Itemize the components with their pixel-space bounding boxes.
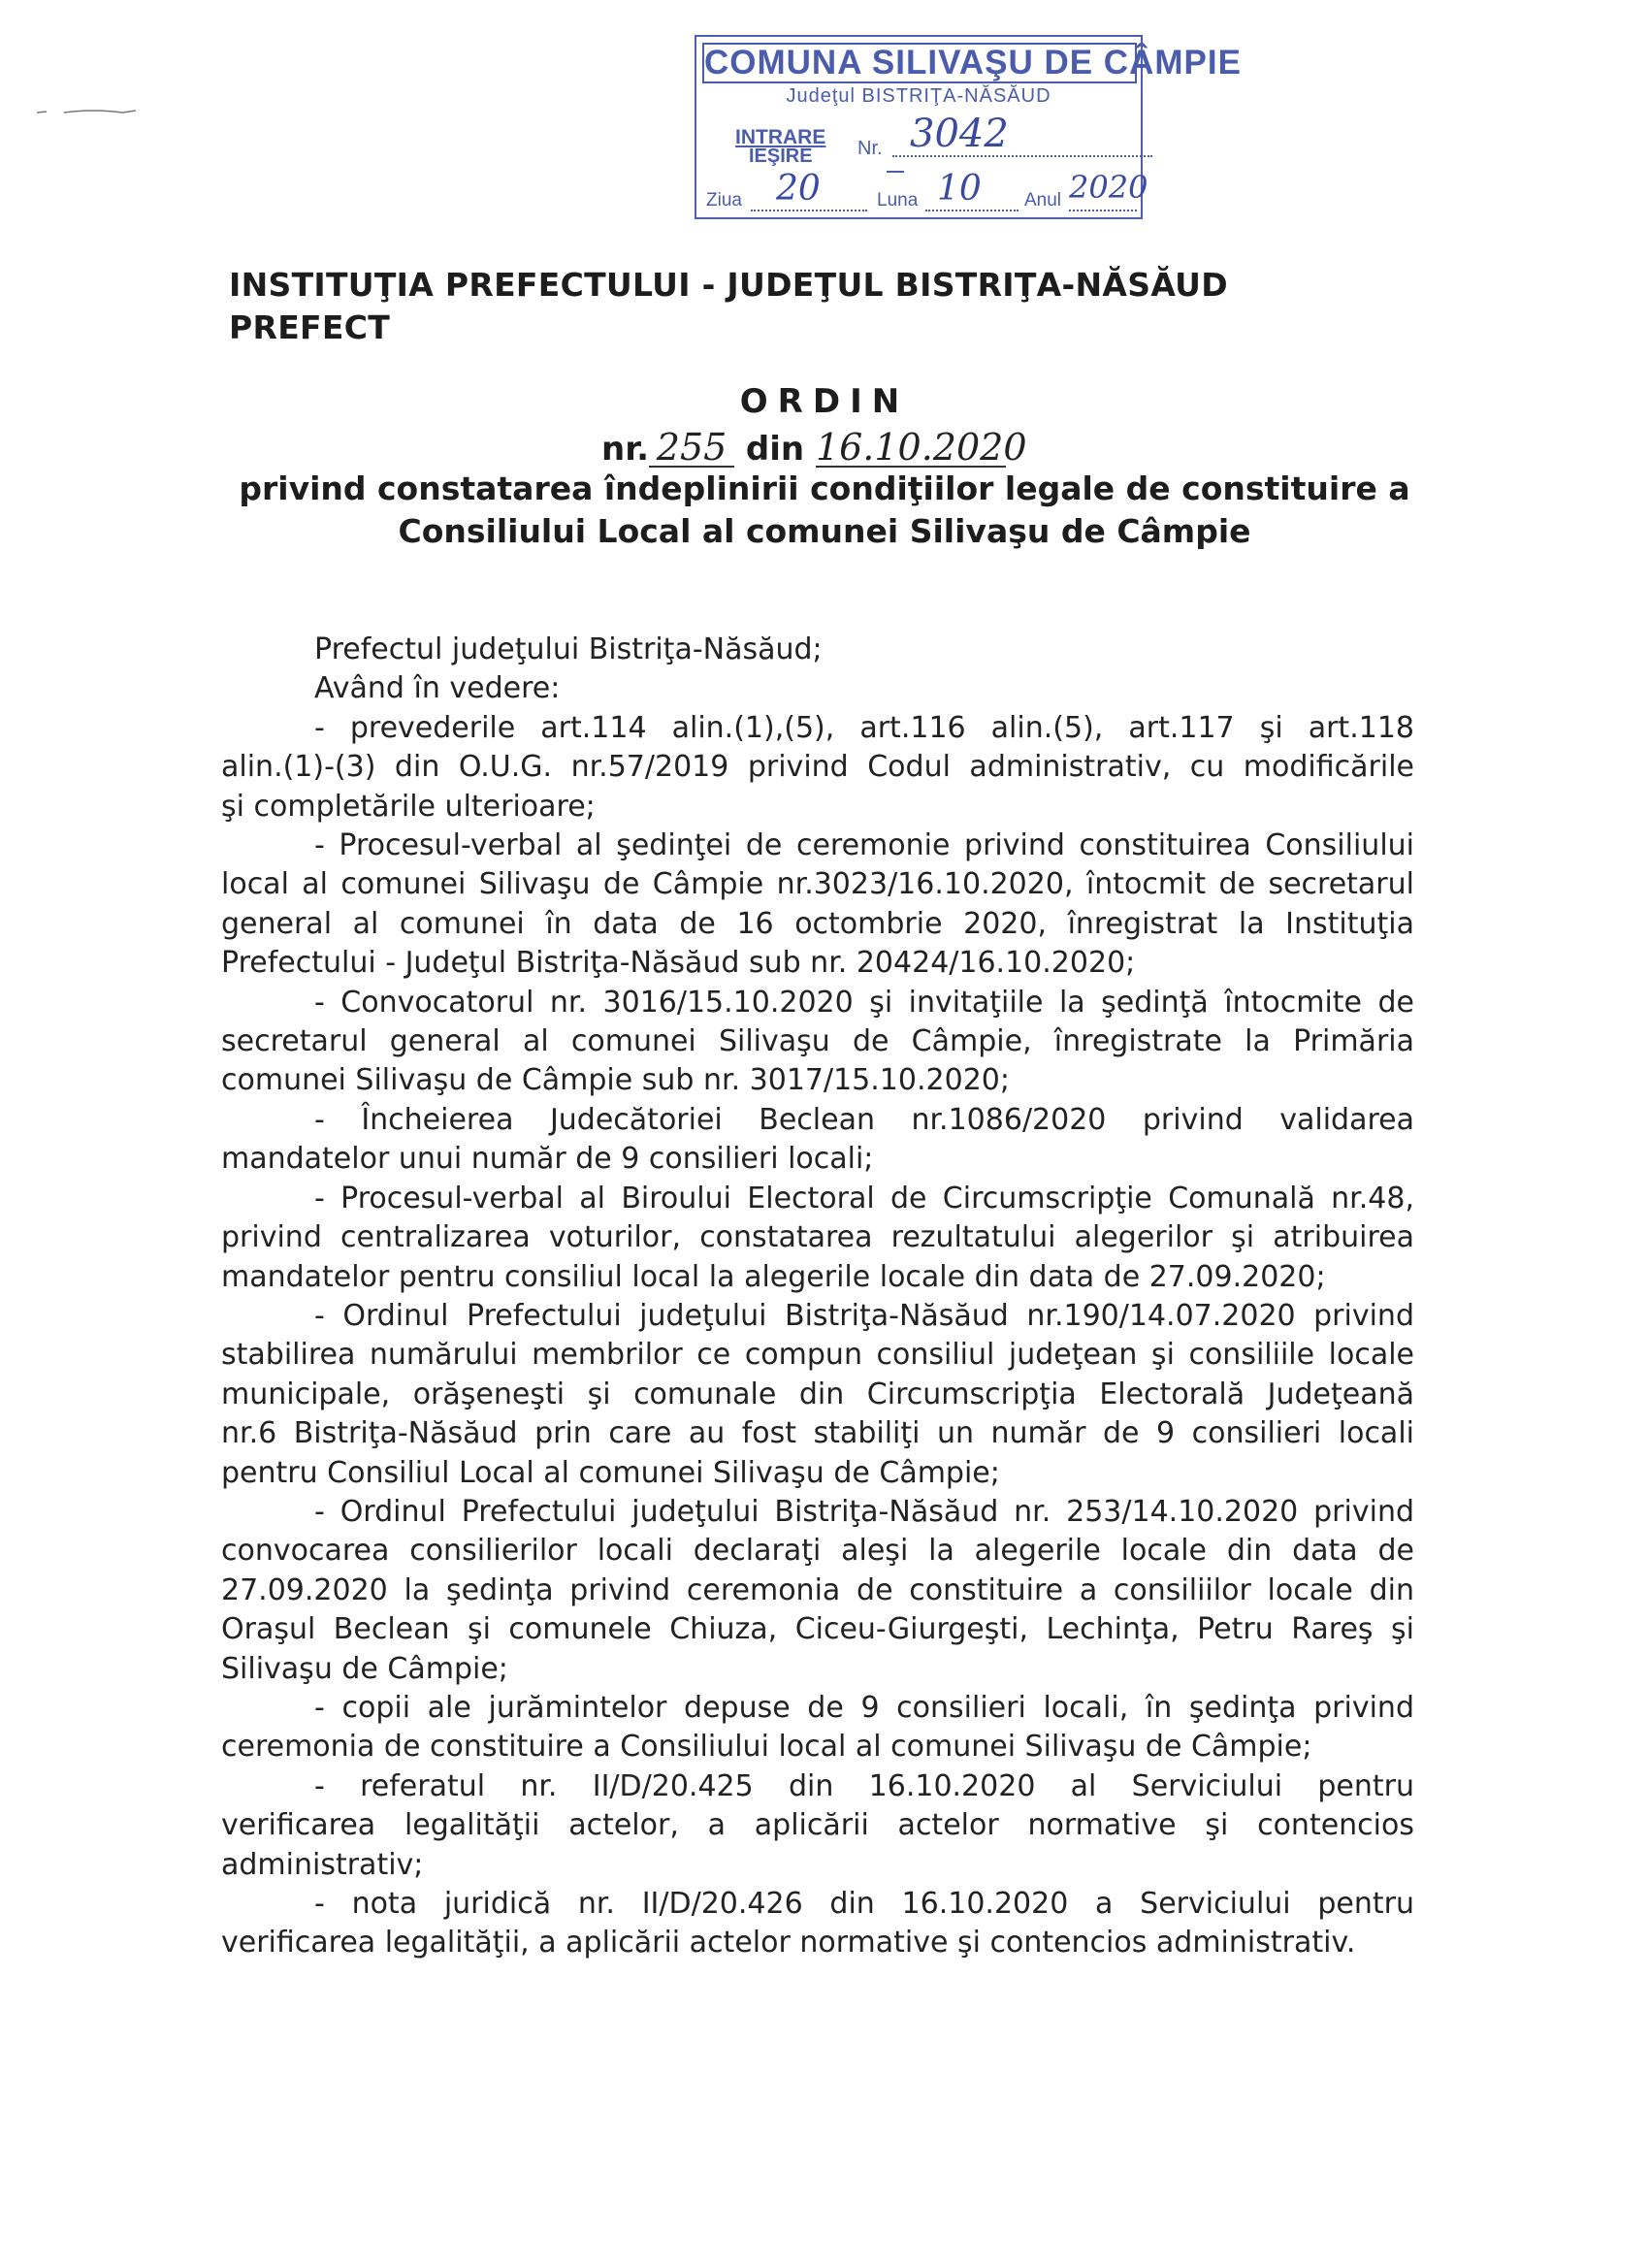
stamp-ziua-label: Ziua <box>706 190 742 211</box>
ordin-nr-value: 255 <box>649 429 734 468</box>
ordin-number-line <box>601 426 1027 469</box>
body-line: - Ordinul Prefectului judeţului Bistriţa-Năsăud nr. 253/14.10.2020 privind <box>314 1494 1414 1529</box>
body-line: Oraşul Beclean şi comunele Chiuza, Ciceu-Giurgeşti, Lechinţa, Petru Rareş şi <box>221 1612 1414 1647</box>
stamp-dash <box>887 171 904 173</box>
body-line: municipale, orăşeneşti şi comunale din Circumscripţia Electorală Judeţeană <box>221 1377 1414 1411</box>
body-line: privind centralizarea voturilor, constatarea rezultatului alegerilor şi atribuirea <box>221 1220 1414 1255</box>
body-line: administrativ; <box>221 1847 424 1882</box>
body-line: mandatelor unui număr de 9 consilieri locali; <box>221 1142 874 1177</box>
body-line: local al comunei Silivaşu de Câmpie nr.3023/16.10.2020, întocmit de secretarul <box>221 867 1414 902</box>
body-line: stabilirea numărului membrilor ce compun consiliul judeţean şi consiliile locale <box>221 1338 1414 1373</box>
body-line: nr.6 Bistriţa-Năsăud prin care au fost stabiliţi un număr de 9 consilieri locali <box>221 1416 1414 1451</box>
body-line: Prefectului - Judeţul Bistriţa-Năsăud sub nr. 20424/16.10.2020; <box>221 946 1136 981</box>
institution-heading <box>229 264 1228 349</box>
body-line: verificarea legalităţii actelor, a aplicării actelor normative şi contencios <box>221 1808 1414 1843</box>
body-line: verificarea legalităţii, a aplicării actelor normative şi contencios administrativ. <box>221 1926 1356 1960</box>
stamp-title: COMUNA SILIVAŞU DE CÂMPIE <box>704 44 1242 81</box>
stamp-intrare-label: INTRARE <box>735 126 826 148</box>
margin-pen-mark <box>35 101 142 120</box>
ordin-subject <box>0 468 1649 553</box>
ordin-date-value: 16.10.2020 <box>815 426 1027 469</box>
body-line: general al comunei în data de 16 octombrie 2020, înregistrat la Instituţia <box>221 906 1414 941</box>
body-line: pentru Consiliul Local al comunei Silivaşu de Câmpie; <box>221 1455 1000 1490</box>
body-line: 27.09.2020 la şedinţa privind ceremonia de constituire a consiliilor locale din <box>221 1572 1414 1607</box>
body-line: alin.(1)-(3) din O.U.G. nr.57/2019 privind Codul administrativ, cu modificările <box>221 750 1414 785</box>
institution-role: PREFECT <box>229 308 391 346</box>
body-line: - copii ale jurămintelor depuse de 9 consilieri locali, în şedinţa privind <box>314 1690 1414 1725</box>
body-line: - Procesul-verbal al Biroului Electoral de Circumscripţie Comunală nr.48, <box>314 1181 1414 1215</box>
body-line: convocarea consilierilor locali declaraţi aleşi la alegerile locale din data de <box>221 1534 1414 1569</box>
body-line: - referatul nr. II/D/20.425 din 16.10.2020 al Serviciului pentru <box>314 1768 1414 1803</box>
stamp-luna-label: Luna <box>877 190 919 211</box>
ordin-subject-line-1: privind constatarea îndeplinirii condiţiilor legale de constituire a <box>239 470 1410 507</box>
ordin-din-label: din <box>745 430 805 469</box>
body-line: - Convocatorul nr. 3016/15.10.2020 şi invitaţiile la şedinţă întocmite de <box>314 985 1414 1020</box>
stamp-nr-value: 3042 <box>892 113 1152 157</box>
institution-name: INSTITUŢIA PREFECTULUI - JUDEŢUL BISTRIŢA-NĂSĂUD <box>229 266 1228 304</box>
body-line: mandatelor pentru consiliul local la alegerile locale din data de 27.09.2020; <box>221 1259 1326 1294</box>
ordin-nr-label: nr. <box>601 430 650 469</box>
body-line: Prefectul judeţului Bistriţa-Năsăud; <box>314 632 823 666</box>
registration-stamp <box>695 35 1242 219</box>
body-line: Silivaşu de Câmpie; <box>221 1651 508 1686</box>
stamp-nr-label: Nr. <box>857 138 883 159</box>
body-line: secretarul general al comunei Silivaşu de Câmpie, înregistrate la Primăria <box>221 1024 1414 1059</box>
body-line: - Procesul-verbal al şedinţei de ceremonie privind constituirea Consiliului <box>314 828 1414 863</box>
body-line: - Încheierea Judecătoriei Beclean nr.1086/2020 privind validarea <box>314 1102 1414 1137</box>
body-line: - nota juridică nr. II/D/20.426 din 16.10.2020 a Serviciului pentru <box>314 1887 1414 1921</box>
body-line: şi completările ulterioare; <box>221 789 596 824</box>
stamp-anul-value: 2020 <box>1069 169 1148 206</box>
body-text <box>221 631 1414 1963</box>
stamp-ziua-value: 20 <box>776 169 821 209</box>
body-line: Având în vedere: <box>314 671 561 706</box>
body-line: ceremonia de constituire a Consiliului local al comunei Silivaşu de Câmpie; <box>221 1730 1312 1765</box>
body-line: - prevederile art.114 alin.(1),(5), art.116 alin.(5), art.117 şi art.118 <box>314 710 1414 745</box>
stamp-luna-value: 10 <box>937 169 982 209</box>
stamp-iesire-label: IEŞIRE <box>749 146 813 167</box>
body-line: comunei Silivaşu de Câmpie sub nr. 3017/15.10.2020; <box>221 1063 1010 1098</box>
stamp-subtitle: Judeţul BISTRIŢA-NĂSĂUD <box>786 85 1051 107</box>
stamp-anul-label: Anul <box>1024 190 1062 211</box>
ordin-subject-line-2: Consiliului Local al comunei Silivaşu de Câmpie <box>398 512 1251 550</box>
body-line: - Ordinul Prefectului judeţului Bistriţa-Năsăud nr.190/14.07.2020 privind <box>314 1298 1414 1333</box>
ordin-title: ORDIN <box>739 382 910 421</box>
